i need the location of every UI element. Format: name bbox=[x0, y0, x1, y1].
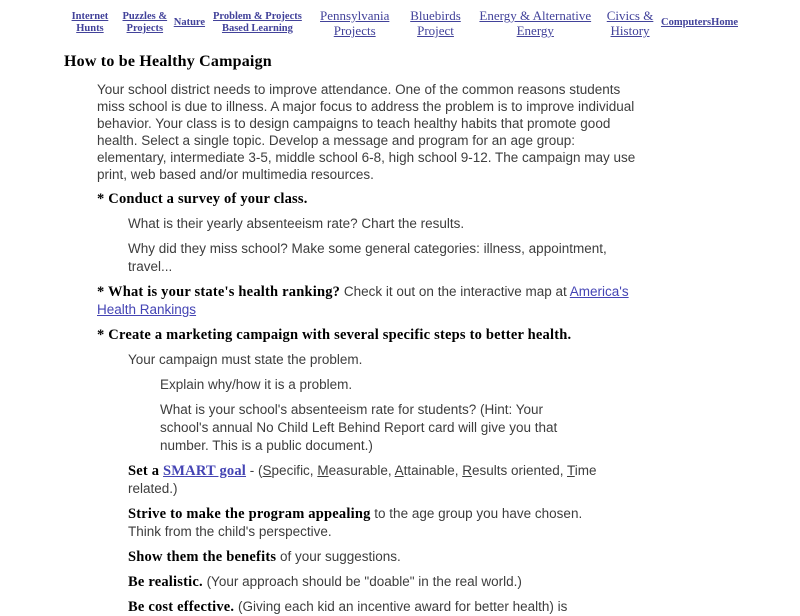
nav-link-home[interactable]: Home bbox=[711, 17, 738, 29]
show-benefits-lead: Show them the benefits bbox=[128, 548, 277, 565]
strive-lead: Strive to make the program appealing bbox=[128, 505, 371, 522]
top-nav bbox=[0, 0, 800, 39]
survey-question-absenteeism: What is their yearly absenteeism rate? Chart the results. bbox=[128, 215, 465, 231]
be-realistic-item: Be realistic. (Your approach should be "doable" in the real world.) bbox=[128, 573, 522, 590]
strive-appealing-item: Strive to make the program appealing to the age group you have chosen. Think from the child's perspective. bbox=[128, 505, 583, 539]
nav-link-computers[interactable]: Computers bbox=[660, 17, 712, 29]
smart-goal-link[interactable]: SMART goal bbox=[163, 462, 247, 479]
nav-link-energy-alternative-energy[interactable]: Energy & Alternative Energy bbox=[479, 8, 592, 39]
state-ranking-text: Check it out on the interactive map at bbox=[340, 283, 570, 299]
page-title: How to be Healthy Campaign bbox=[64, 52, 272, 70]
show-benefits-item: Show them the benefits of your suggestions. bbox=[128, 548, 401, 565]
cost-effective-item: Be cost effective. (Giving each kid an incentive award for better health) is bbox=[128, 598, 568, 615]
nav-link-pennsylvania-projects[interactable]: Pennsylvania Projects bbox=[320, 8, 390, 39]
americas-health-rankings-link[interactable]: Health Rankings bbox=[97, 301, 197, 317]
school-absenteeism-hint: What is your school's absenteeism rate for students? (Hint: Your school's annual No Child Left Behind Report card will give you that number. This is a public document.) bbox=[160, 401, 558, 453]
intro-line: elementary, intermediate 3-5, middle school 6-8, high school 9-12. The campaign may use bbox=[97, 149, 636, 165]
nav-link-puzzles-projects[interactable]: Puzzles & Projects bbox=[122, 10, 168, 35]
nav-link-internet-hunts[interactable]: Internet Hunts bbox=[71, 10, 109, 35]
intro-line: Your school district needs to improve attendance. One of the common reasons students bbox=[97, 81, 621, 97]
nav-link-bluebirds-project[interactable]: Bluebirds Project bbox=[410, 8, 461, 39]
smart-goal-item: Set a SMART goal - (Specific, Measurable, Attainable, Results oriented, Time related.) bbox=[128, 462, 597, 496]
nav-link-problem-projects-based-learning[interactable]: Problem & Projects Based Learning bbox=[213, 10, 302, 35]
intro-paragraph bbox=[97, 81, 800, 183]
campaign-state-problem: Your campaign must state the problem. bbox=[128, 351, 363, 367]
section-state-health-ranking bbox=[97, 283, 800, 319]
smart-goal-lead: Set a bbox=[128, 462, 164, 479]
survey-question-reasons: Why did they miss school? Make some general categories: illness, appointment, travel... bbox=[128, 240, 607, 274]
nav-link-civics-history[interactable]: Civics & History bbox=[606, 8, 654, 39]
intro-line: behavior. Your class is to design campaigns to teach healthy habits that promote good bbox=[97, 115, 611, 131]
be-realistic-lead: Be realistic. bbox=[128, 573, 203, 590]
intro-line: miss school is due to illness. A major focus to address the problem is to improve individual bbox=[97, 98, 635, 114]
explain-problem: Explain why/how it is a problem. bbox=[160, 376, 353, 392]
section-heading-conduct-survey: * Conduct a survey of your class. bbox=[97, 190, 308, 207]
nav-link-nature[interactable]: Nature bbox=[173, 17, 206, 29]
page-content bbox=[0, 39, 800, 616]
intro-line: print, web based and/or multimedia resources. bbox=[97, 166, 374, 182]
section-heading-state-ranking: * What is your state's health ranking? bbox=[97, 283, 341, 300]
intro-line: health. Select a single topic. Develop a message and program for an age group: bbox=[97, 132, 576, 148]
section-heading-create-campaign: * Create a marketing campaign with several specific steps to better health. bbox=[97, 326, 572, 343]
americas-health-rankings-link[interactable]: America's bbox=[569, 283, 629, 299]
cost-effective-lead: Be cost effective. bbox=[128, 598, 235, 615]
